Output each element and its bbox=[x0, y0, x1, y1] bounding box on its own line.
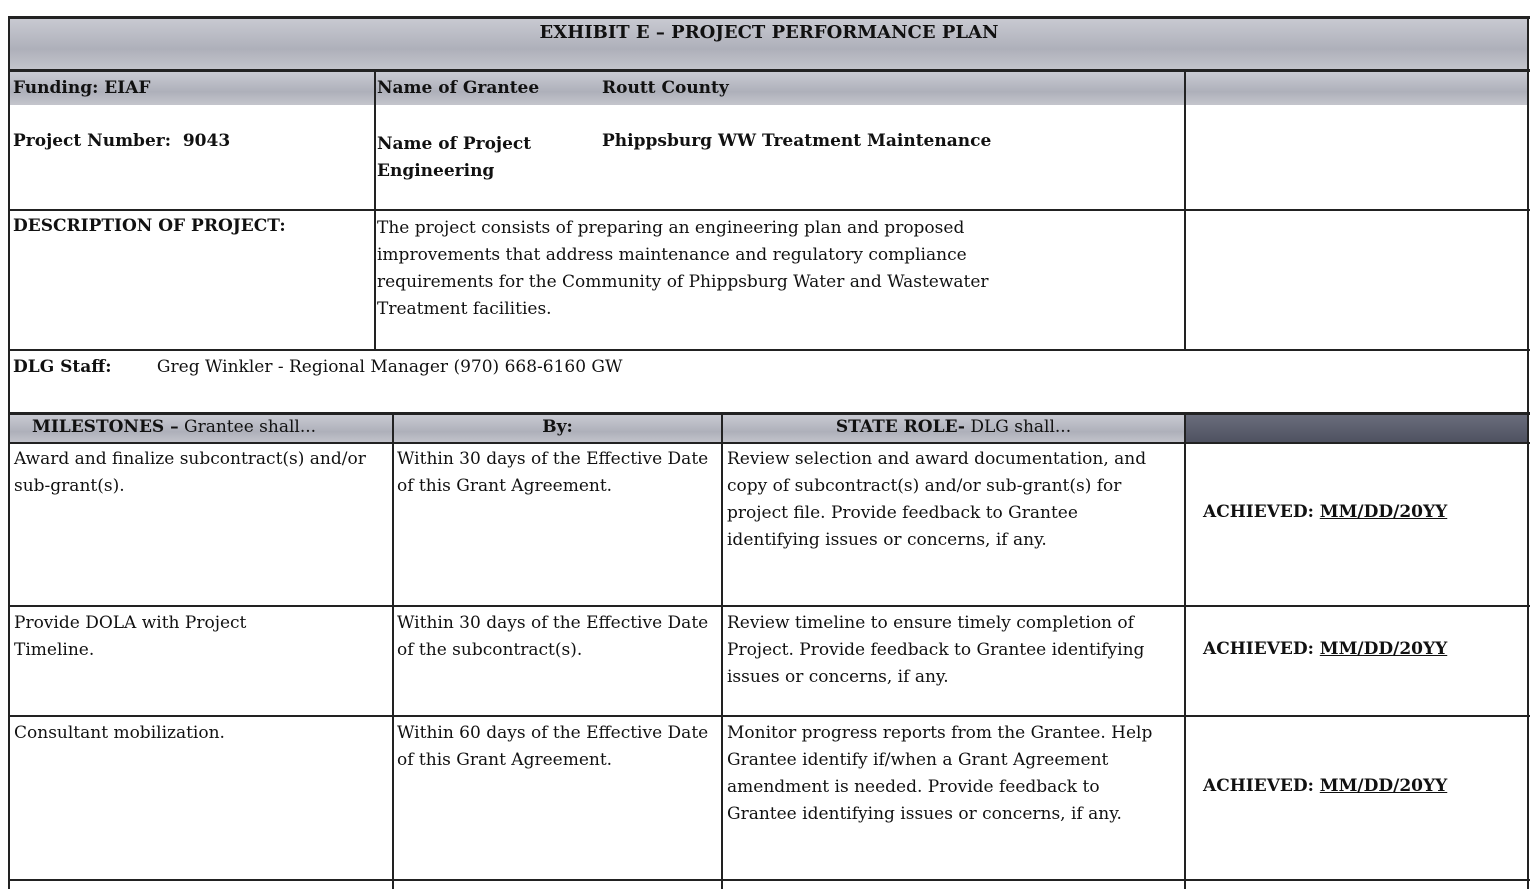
description-text: The project consists of preparing an engineering plan and proposed improvements that address maintenance and regulatory compliance requirements for the Community of Phippsburg Water and Wastewater Treatment facilities. bbox=[377, 218, 989, 319]
achieved-date: MM/DD/20YY bbox=[1319, 502, 1448, 522]
state-cell: Review selection and award documentation, and copy of subcontract(s) and/or sub-grant(s) for project file. Provide feedback to Grantee identifying issues or concerns, if any. bbox=[727, 449, 1147, 550]
funding-label: Funding: bbox=[13, 78, 99, 98]
description-label: DESCRIPTION OF PROJECT: bbox=[13, 216, 286, 236]
achieved-date: MM/DD/20YY bbox=[1319, 776, 1448, 796]
project-number-label: Project Number: bbox=[13, 131, 171, 151]
achieved-status bbox=[1203, 776, 1447, 796]
header-state-rest: DLG shall... bbox=[970, 417, 1072, 437]
dlg-staff bbox=[13, 357, 622, 377]
project-number-value: 9043 bbox=[182, 131, 231, 151]
funding-value: EIAF bbox=[104, 78, 151, 98]
milestone-cell: Award and finalize subcontract(s) and/or sub-grant(s). bbox=[14, 449, 366, 496]
by-cell: Within 30 days of the Effective Date of this Grant Agreement. bbox=[397, 449, 709, 496]
milestone-cell: Consultant mobilization. bbox=[14, 723, 225, 743]
header-milestones bbox=[10, 417, 393, 437]
achieved-label: ACHIEVED: bbox=[1203, 776, 1314, 796]
grantee-value bbox=[602, 78, 729, 98]
state-cell: Review timeline to ensure timely completion of Project. Provide feedback to Grantee identifying issues or concerns, if any. bbox=[727, 613, 1145, 687]
header-by: By: bbox=[542, 417, 573, 437]
by-cell: Within 30 days of the Effective Date of the subcontract(s). bbox=[397, 613, 709, 660]
header-state-bold: STATE ROLE- bbox=[835, 417, 965, 437]
header-state-role bbox=[722, 417, 1185, 437]
achieved-label: ACHIEVED: bbox=[1203, 639, 1314, 659]
achieved-label: ACHIEVED: bbox=[1203, 502, 1314, 522]
grantee-name: Routt County bbox=[602, 78, 729, 98]
header-milestones-rest: Grantee shall... bbox=[184, 417, 317, 437]
grantee-label: Name of Grantee bbox=[377, 78, 540, 98]
achieved-date: MM/DD/20YY bbox=[1319, 639, 1448, 659]
project-number bbox=[13, 131, 230, 151]
funding bbox=[13, 78, 150, 98]
milestone-cell: Provide DOLA with Project Timeline. bbox=[14, 613, 247, 660]
info-header-bar bbox=[10, 72, 1528, 105]
state-cell: Monitor progress reports from the Grantee. Help Grantee identify if/when a Grant Agreement amendment is needed. Provide feedback to Grantee identifying issues or concerns, if any. bbox=[727, 723, 1153, 824]
dlg-staff-value: Greg Winkler - Regional Manager (970) 668-6160 GW bbox=[156, 357, 623, 377]
by-cell: Within 60 days of the Effective Date of this Grant Agreement. bbox=[397, 723, 709, 770]
project-name-label: Name of Project Engineering bbox=[377, 134, 532, 181]
project-name-value: Phippsburg WW Treatment Maintenance bbox=[602, 131, 992, 151]
table-header-dark-cell bbox=[1185, 415, 1528, 443]
header-milestones-bold: MILESTONES – bbox=[32, 417, 179, 437]
dlg-staff-label: DLG Staff: bbox=[13, 357, 112, 377]
page-title: EXHIBIT E – PROJECT PERFORMANCE PLAN bbox=[539, 22, 999, 43]
achieved-status bbox=[1203, 639, 1447, 659]
achieved-status bbox=[1203, 502, 1447, 522]
